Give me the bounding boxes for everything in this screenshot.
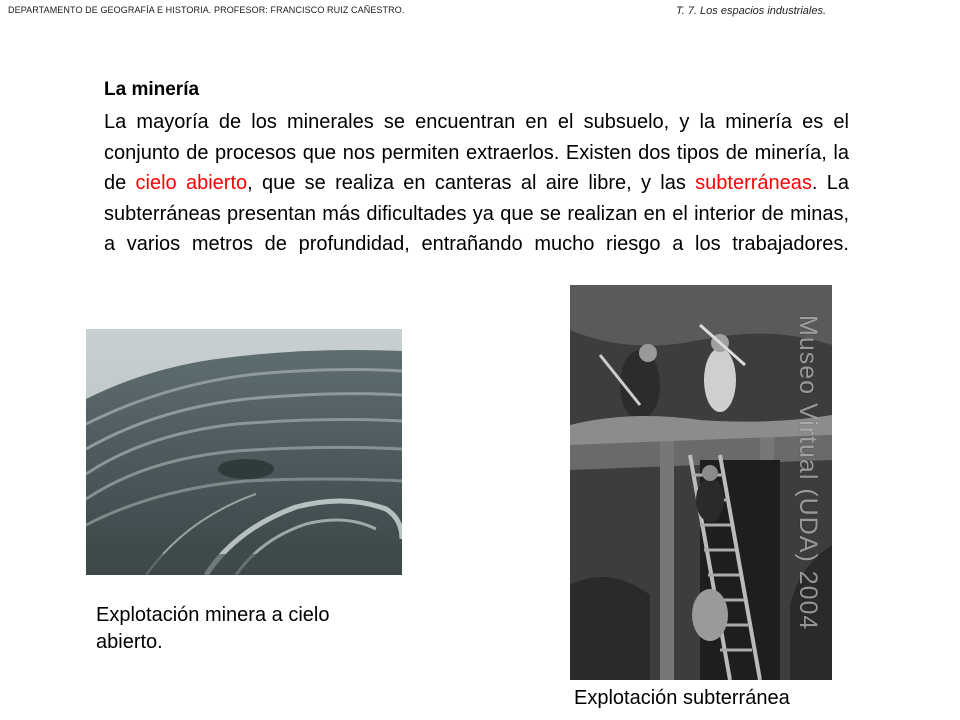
header-department: DEPARTAMENTO DE GEOGRAFÍA E HISTORIA. PROFESOR: FRANCISCO RUIZ CAÑESTRO. [8, 5, 405, 15]
paragraph-text-1: La mayoría de los minerales se encuentran en el subsuelo, y la minería es el conjunto de procesos que nos permiten extraerlos. Existen dos tipos de minería, la de [104, 111, 849, 194]
underground-mine-engraving [570, 285, 832, 680]
highlight-open-pit: cielo abierto [135, 172, 248, 194]
underground-caption: Explotación subterránea [574, 687, 790, 709]
section-title: La minería [104, 79, 200, 100]
highlight-underground: subterráneas [695, 172, 812, 194]
open-pit-caption: Explotación minera a cielo abierto. [96, 604, 330, 653]
body-paragraph [104, 107, 849, 260]
paragraph-text-2: , que se realiza en canteras al aire libre, y las [247, 172, 696, 194]
watermark-text: Museo Virtual (UDA) 2004 [794, 315, 822, 631]
open-pit-mine-photo [86, 329, 402, 575]
paragraph-text-3: . La subterráneas presentan más dificultades ya que se realizan en el interior de minas, a varios metros de profundidad, entrañando mucho riesgo a los trabajadores. [104, 172, 850, 255]
header-topic: T. 7. Los espacios industriales. [676, 5, 827, 17]
